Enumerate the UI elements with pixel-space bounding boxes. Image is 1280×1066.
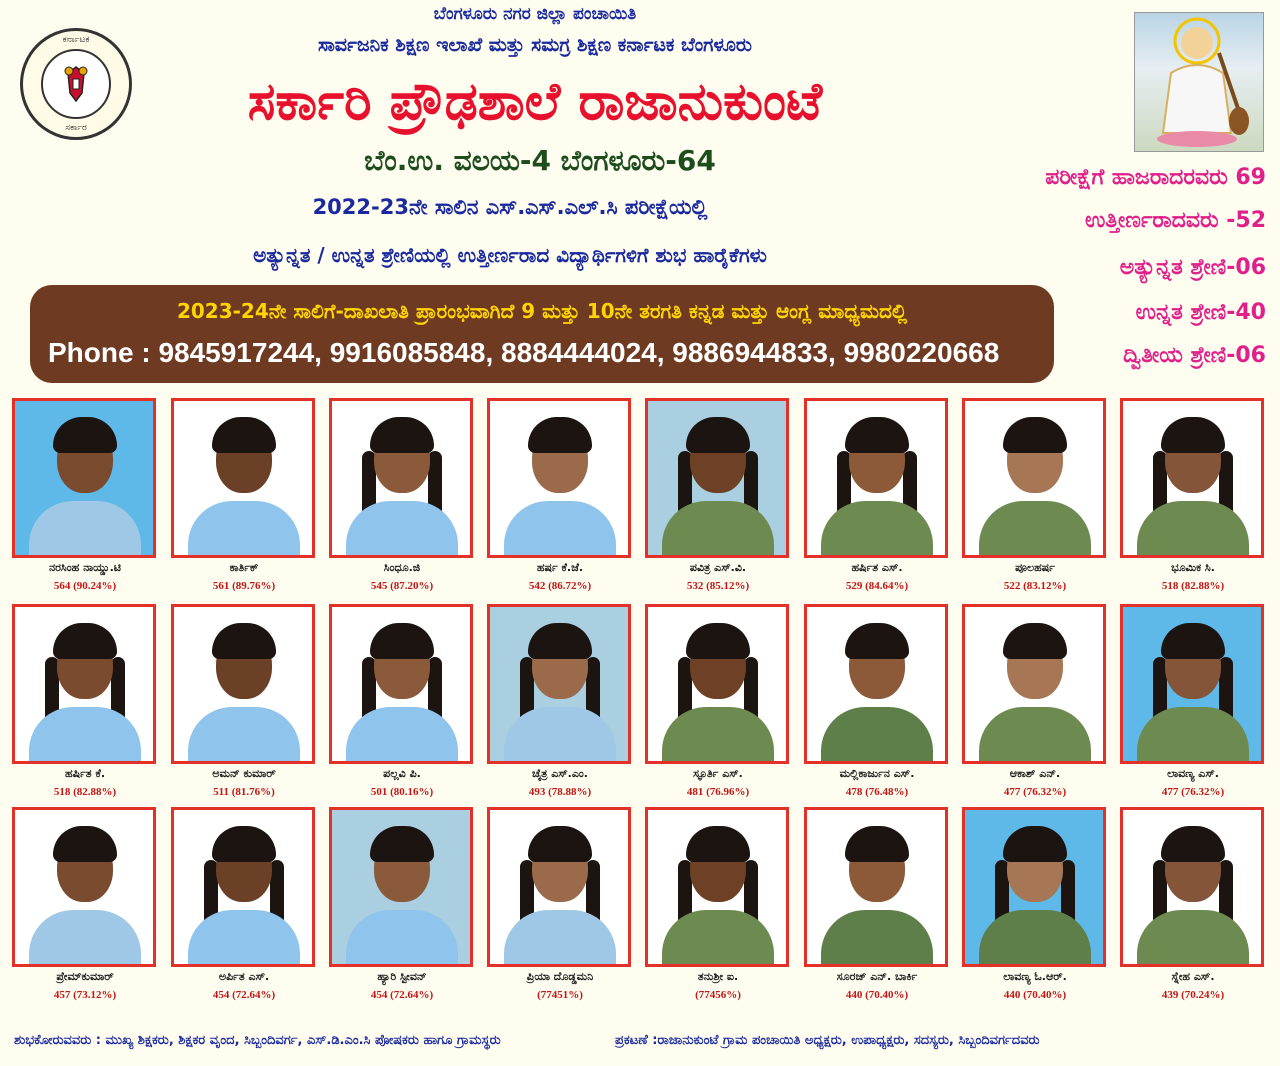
student-name: ಚೈತ್ರ ಎಸ್.ಎಂ. [532,767,588,780]
student-score: 477 (76.32%) [1003,786,1067,798]
uniform [662,501,774,558]
student-card [329,398,475,598]
uniform [1137,501,1249,558]
student-photo [487,398,631,558]
uniform [188,910,300,967]
student-name: ಪೂಲಹರ್ಷ [1015,561,1055,574]
stat-second-class: ದ್ವಿತೀಯ ಶ್ರೇಣಿ-06 [1123,343,1266,368]
student-photo [329,604,473,764]
student-name: ಲಾವಣ್ಯ ಎಸ್. [1167,767,1219,780]
student-card [12,398,158,598]
student-photo [171,807,315,967]
student-name: ಹರ್ಷಿತ ಎಸ್. [851,561,903,574]
student-card [171,807,317,1007]
uniform [1137,910,1249,967]
uniform [504,707,616,764]
student-card [804,398,950,598]
student-photo [804,398,948,558]
student-score: 457 (73.12%) [53,989,117,1001]
student-photo [804,604,948,764]
student-card [329,807,475,1007]
uniform [504,501,616,558]
uniform [346,910,458,967]
student-photo [962,604,1106,764]
exam-year-line: 2022-23ನೇ ಸಾಲಿನ ಎಸ್.ಎಸ್.ಎಲ್.ಸಿ ಪರೀಕ್ಷೆಯಲ್ಲಿ [312,195,708,219]
student-score: 564 (90.24%) [53,580,117,592]
student-score: 518 (82.88%) [1161,580,1225,592]
uniform [821,501,933,558]
student-score: 511 (81.76%) [213,786,275,798]
student-card [329,604,475,804]
student-score: 545 (87.20%) [370,580,434,592]
student-card [962,398,1108,598]
student-photo [171,398,315,558]
student-name: ಲಾವಣ್ಯ ಓ.ಆರ್. [1003,970,1067,983]
uniform [979,707,1091,764]
student-photo [487,604,631,764]
student-card [487,398,633,598]
student-photo [804,807,948,967]
student-score: (77456%) [695,989,741,1001]
school-title: ಸರ್ಕಾರಿ ಪ್ರೌಢಶಾಲೆ ರಾಜಾನುಕುಂಟೆ [247,72,823,132]
district-panchayat: ಬೆಂಗಳೂರು ನಗರ ಜಿಲ್ಲಾ ಪಂಚಾಯಿತಿ [433,4,637,24]
uniform [188,501,300,558]
student-score: 478 (76.48%) [845,786,909,798]
student-name: ಸಿಂಧೂ.ಜಿ [383,561,421,574]
student-score: (77451%) [537,989,583,1001]
student-photo [1120,398,1264,558]
student-score: 454 (72.64%) [370,989,434,1001]
student-card [645,604,791,804]
student-name: ಅರ್ಪಿತ ಎಸ್. [218,970,270,983]
saraswati-image [1134,12,1264,152]
student-name: ಹರ್ಷ ಕೆ.ಜೆ. [536,561,584,574]
student-score: 532 (85.12%) [686,580,750,592]
student-score: 518 (82.88%) [53,786,117,798]
uniform [188,707,300,764]
student-score: 477 (76.32%) [1161,786,1225,798]
student-card [171,398,317,598]
student-name: ನರಸಿಂಹ ನಾಯ್ಡು.ಟಿ [49,561,121,574]
student-photo [12,398,156,558]
uniform [662,707,774,764]
admission-notice: 2023-24ನೇ ಸಾಲಿಗೆ-ದಾಖಲಾತಿ ಪ್ರಾರಂಭವಾಗಿದೆ 9 ಮತ್ತು 10ನೇ ತರಗತಿ ಕನ್ನಡ ಮತ್ತು ಆಂಗ್ಲ ಮಾಧ್ಯಮದಲ್ಲಿ [176,299,908,323]
student-name: ಹರ್ಷಿತ ಕೆ. [64,767,106,780]
uniform [346,707,458,764]
stat-passed: ಉತ್ತೀರ್ಣರಾದವರು -52 [1084,208,1266,233]
student-photo [962,398,1106,558]
student-score: 454 (72.64%) [212,989,276,1001]
emblem-bottom-text: ಸರ್ಕಾರ [65,123,87,133]
stat-distinction: ಅತ್ಯುನ್ನತ ಶ್ರೇಣಿ-06 [1119,255,1266,280]
uniform [821,707,933,764]
student-card [171,604,317,804]
emblem-top-text: ಕರ್ನಾಟಕ [62,35,90,45]
student-photo [171,604,315,764]
uniform [29,501,141,558]
student-photo [645,398,789,558]
student-score: 561 (89.76%) [212,580,276,592]
student-name: ಕಾರ್ತಿಕ್ [229,561,259,574]
student-name: ಹ್ಯಾರಿ ಸ್ಟೀವನ್ [377,970,427,983]
student-name: ಪ್ರಿಯಾ ದೊಡ್ಡಮನಿ [526,970,594,983]
uniform [29,707,141,764]
student-card [645,807,791,1007]
student-name: ತನುಶ್ರೀ ಐ. [697,970,739,983]
student-card [1120,604,1266,804]
uniform [1137,707,1249,764]
student-photo [12,807,156,967]
student-name: ಸೂರಜ್ ಎನ್. ಬಾರ್ಕಿ [836,970,918,983]
student-photo [645,807,789,967]
student-name: ಆಕಾಶ್ ಎನ್. [1009,767,1061,780]
footer-publisher: ಪ್ರಕಟಣೆ :ರಾಜಾನುಕುಂಟೆ ಗ್ರಾಮ ಪಂಚಾಯಿತಿ ಅಧ್ಯಕ್ಷರು, ಉಪಾಧ್ಯಕ್ಷರು, ಸದಸ್ಯರು, ಸಿಬ್ಬಂದಿವರ್ಗದವರು [615,1033,1040,1048]
uniform [346,501,458,558]
congratulations-line: ಅತ್ಯುನ್ನತ / ಉನ್ನತ ಶ್ರೇಣಿಯಲ್ಲಿ ಉತ್ತೀರ್ಣರಾದ ವಿದ್ಯಾರ್ಥಿಗಳಿಗೆ ಶುಭ ಹಾರೈಕೆಗಳು [253,243,767,267]
student-name: ಮಲ್ಲಿಕಾರ್ಜುನ ಎಸ್. [839,767,915,780]
student-name: ಪಲ್ಲವಿ ಪಿ. [383,767,421,780]
student-name: ಅಮನ್ ಕುಮಾರ್ [212,767,276,780]
uniform [979,910,1091,967]
student-photo [645,604,789,764]
student-card [12,807,158,1007]
student-score: 439 (70.24%) [1161,989,1225,1001]
student-photo [1120,604,1264,764]
student-photo [487,807,631,967]
student-card [487,807,633,1007]
student-score: 481 (76.96%) [686,786,750,798]
student-photo [329,807,473,967]
student-card [1120,398,1266,598]
student-score: 440 (70.40%) [1003,989,1067,1001]
student-score: 501 (80.16%) [370,786,434,798]
uniform [662,910,774,967]
student-photo [962,807,1106,967]
student-card [804,807,950,1007]
admission-banner [30,285,1054,383]
student-name: ಸ್ನೇಹ ಎಸ್. [1171,970,1215,983]
student-card [12,604,158,804]
student-photo [329,398,473,558]
uniform [29,910,141,967]
stat-appeared: ಪರೀಕ್ಷೆಗೆ ಹಾಜರಾದರವರು 69 [1045,165,1266,190]
student-name: ಪ್ರೇಮ್‌ಕುಮಾರ್ [56,970,114,983]
student-card [487,604,633,804]
student-card [962,807,1108,1007]
student-name: ಸ್ಫೂರ್ತಿ ಎಸ್. [693,767,743,780]
uniform [979,501,1091,558]
student-card [1120,807,1266,1007]
student-photo [12,604,156,764]
saraswati-icon [1135,13,1261,149]
student-score: 542 (86.72%) [528,580,592,592]
student-score: 529 (84.64%) [845,580,909,592]
uniform [504,910,616,967]
student-name: ಪವಿತ್ರ ಎಸ್.ವಿ. [689,561,747,574]
department-line: ಸಾರ್ವಜನಿಕ ಶಿಕ್ಷಣ ಇಲಾಖೆ ಮತ್ತು ಸಮಗ್ರ ಶಿಕ್ಷಣ ಕರ್ನಾಟಕ ಬೆಂಗಳೂರು [318,34,752,56]
student-card [804,604,950,804]
student-score: 440 (70.40%) [845,989,909,1001]
student-score: 493 (78.88%) [528,786,592,798]
footer-wishers: ಶುಭಕೋರುವವರು : ಮುಖ್ಯ ಶಿಕ್ಷಕರು, ಶಿಕ್ಷಕರ ವೃಂದ, ಸಿಬ್ಬಂದಿವರ್ಗ, ಎಸ್.ಡಿ.ಎಂ.ಸಿ ಪೋಷಕರು ಹಾಗೂ ಗ್ರಾಮಸ್ಥರು [14,1033,501,1048]
phone-numbers: Phone : 9845917244, 9916085848, 8884444024, 9886944833, 9980220668 [48,337,1000,368]
student-card [645,398,791,598]
student-card [962,604,1108,804]
student-name: ಭೂಮಿಕ ಸಿ. [1171,561,1215,574]
uniform [821,910,933,967]
student-photo [1120,807,1264,967]
student-score: 522 (83.12%) [1003,580,1067,592]
stat-first-class: ಉನ್ನತ ಶ್ರೇಣಿ-40 [1135,300,1266,325]
zone-line: ಬೆಂ.ಉ. ವಲಯ-4 ಬೆಂಗಳೂರು-64 [364,144,716,177]
